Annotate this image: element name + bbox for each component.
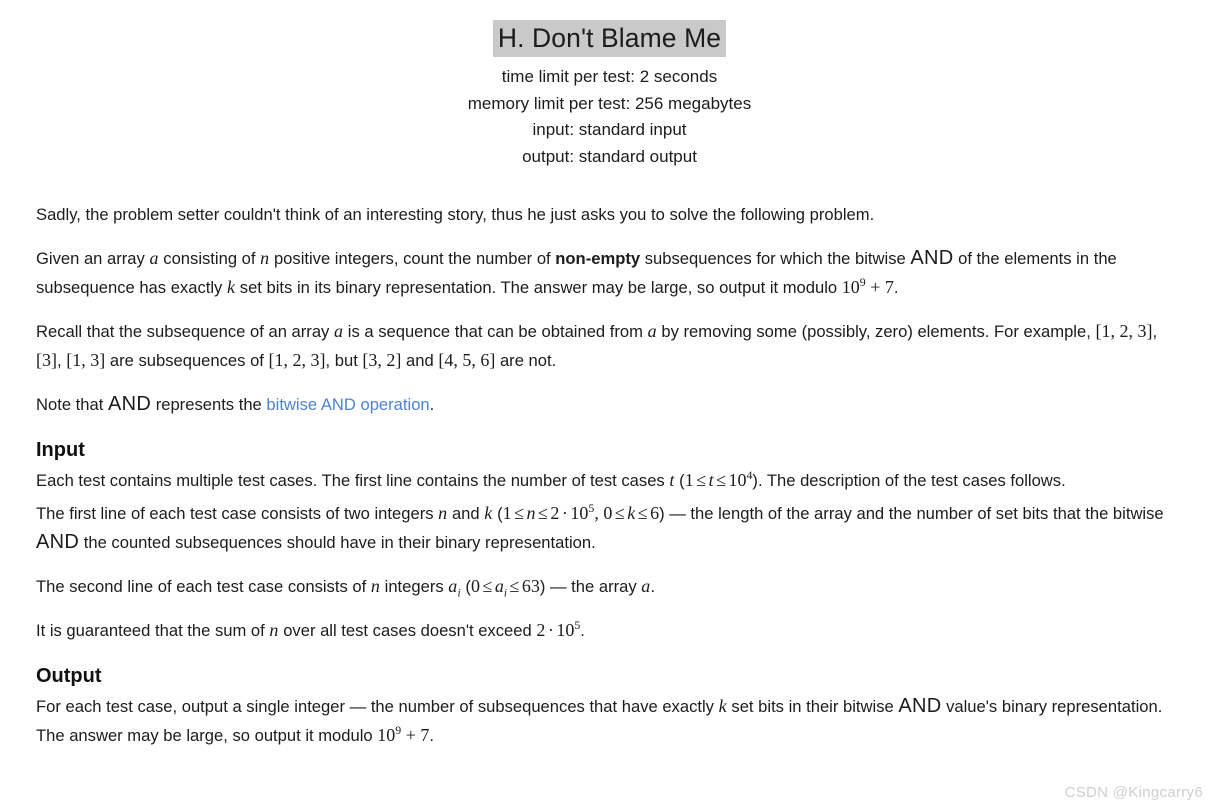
modulus-expression: $10^9 + 7$ <box>377 723 430 745</box>
var-k: k <box>718 696 727 716</box>
var-t: t <box>669 470 675 490</box>
var-a: a <box>641 576 651 596</box>
modulus-expression: $10^9 + 7$ <box>841 275 894 297</box>
emphasis-non-empty: non-empty <box>555 249 641 268</box>
constraint-ai: $0 \le a_i \le 63$ <box>470 576 540 600</box>
legend-paragraph-1: Sadly, the problem setter couldn't think of an interesting story, thus he just asks you to solve the following problem. <box>36 205 875 224</box>
csdn-watermark: CSDN @Kingcarry6 <box>1064 784 1203 801</box>
constraint-t: $1 \le t \le 10^4$ <box>684 468 753 490</box>
input-paragraph-1: Each test contains multiple test cases. The first line contains the number of test cases t $(1 \le t \le 10^4)$. The description of the test cases follows. <box>36 468 1066 490</box>
var-a: a <box>333 321 344 341</box>
var-n: n <box>438 503 448 523</box>
legend-paragraph-2: Given an array a consisting of n positive integers, count the number of non-empty subsequences for which the bitwise AND of the elements in the subsequence has exactly k set bits in its binary representation. The answer may be large, so output it modulo $10^9 + 7$. <box>36 247 1117 297</box>
legend-paragraph-3: Recall that the subsequence of an array a is a sequence that can be obtained from a by removing some (possibly, zero) elements. For example, [1, 2, 3], [3], [1, 3] are subsequences of [1, 2, 3], but [3, 2] and [4, 5, 6] are not. <box>36 321 1158 370</box>
legend-paragraph-4: Note that AND represents the bitwise AND operation. <box>36 393 435 415</box>
var-k: k <box>484 503 493 523</box>
problem-header <box>0 0 1219 170</box>
and-operator-text: AND <box>107 393 152 415</box>
output-paragraph-1: For each test case, output a single integer — the number of subsequences that have exactly k set bits in their bitwise AND value's binary representation. The answer may be large, so output it modulo $10^9 + 7$. <box>36 695 1163 745</box>
var-n: n <box>370 576 381 596</box>
input-section-heading: Input <box>36 439 85 461</box>
array-literal: [3, 2] <box>362 350 402 370</box>
array-literal: [1, 3] <box>66 350 106 370</box>
and-operator-text: AND <box>910 247 954 269</box>
array-literal: [1, 2, 3] <box>1095 321 1153 341</box>
input-paragraph-2: The first line of each test case consists of two integers n and k ($1 \le n \le 2 \cdot 10^5$, 0 ≤ k ≤ 6) — the length of the array and the number of set bits that the bitwise AND the counted subsequences should have in their binary representation. <box>36 501 1164 553</box>
array-literal: [3] <box>36 350 57 370</box>
output-spec: output: standard output <box>522 146 697 166</box>
time-limit: time limit per test: 2 seconds <box>501 67 718 86</box>
memory-limit: memory limit per test: 256 megabytes <box>467 93 752 113</box>
sum-bound: $2 \cdot 10^5$ <box>536 618 581 640</box>
input-spec: input: standard input <box>532 120 687 139</box>
array-literal: [4, 5, 6] <box>438 350 496 370</box>
page-title-highlight: H. Don't Blame Me <box>493 20 726 57</box>
constraint-n-k: $1 \le n \le 2 \cdot 10^5$, 0 ≤ k ≤ 6 <box>502 501 660 523</box>
page-title <box>0 22 1219 54</box>
var-a: a <box>647 321 657 341</box>
var-n: n <box>269 620 279 640</box>
var-n: n <box>260 248 270 268</box>
input-paragraph-4: It is guaranteed that the sum of n over all test cases doesn't exceed $2 \cdot 10^5$. <box>36 618 585 640</box>
problem-limits <box>0 64 1219 170</box>
bitwise-and-link[interactable]: bitwise AND operation <box>266 395 430 414</box>
array-literal: [1, 2, 3] <box>268 350 326 370</box>
var-ai: $a_i$ <box>448 576 461 600</box>
and-operator-text: AND <box>36 531 80 553</box>
var-a: a <box>149 248 159 268</box>
and-operator-text: AND <box>898 695 942 717</box>
var-k: k <box>226 277 236 297</box>
input-paragraph-3: The second line of each test case consists of n integers $a_i$ $(0 \le a_i \le 63)$ — the array a. <box>36 576 656 600</box>
output-section-heading: Output <box>36 665 102 687</box>
problem-statement <box>0 201 1219 750</box>
